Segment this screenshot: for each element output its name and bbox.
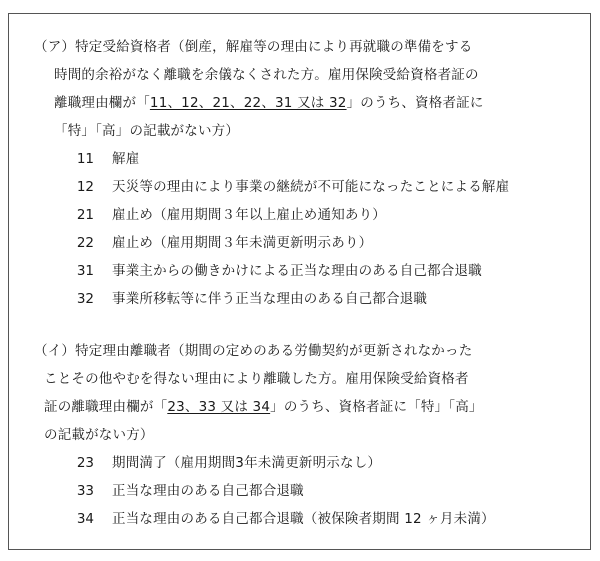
section-a-line3-post: 」のうち、資格者証に bbox=[346, 95, 484, 111]
reason-description: 正当な理由のある自己都合退職 bbox=[112, 483, 304, 499]
reason-description: 事業所移転等に伴う正当な理由のある自己都合退職 bbox=[112, 291, 428, 307]
section-b-reason-codes: 23、33 又は 34 bbox=[167, 399, 271, 415]
reason-description: 雇止め（雇用期間３年以上雇止め通知あり） bbox=[112, 207, 386, 223]
section-b-line2: ことその他やむを得ない理由により離職した方。雇用保険受給資格者 bbox=[44, 371, 469, 387]
reason-code: 21 bbox=[76, 207, 94, 223]
section-a-line3-pre: 離職理由欄が「 bbox=[54, 95, 150, 111]
reason-code: 31 bbox=[76, 263, 94, 279]
reason-description: 事業主からの働きかけによる正当な理由のある自己都合退職 bbox=[112, 263, 482, 279]
section-a-reason-codes: 11、12、21、22、31 又は 32 bbox=[149, 95, 347, 111]
section-a-heading: （ア）特定受給資格者（倒産，解雇等の理由により再就職の準備をする bbox=[34, 39, 473, 55]
reason-code: 12 bbox=[76, 179, 94, 195]
reason-code: 23 bbox=[76, 455, 94, 471]
reason-description: 雇止め（雇用期間３年未満更新明示あり） bbox=[112, 235, 373, 251]
section-b-line3-pre: 証の離職理由欄が「 bbox=[44, 399, 168, 415]
reason-description: 正当な理由のある自己都合退職（被保険者期間 12 ヶ月未満） bbox=[112, 511, 495, 527]
reason-code: 34 bbox=[76, 511, 94, 527]
reason-description: 天災等の理由により事業の継続が不可能になったことによる解雇 bbox=[112, 179, 510, 195]
reason-code: 11 bbox=[76, 151, 94, 167]
section-a-line2: 時間的余裕がなく離職を余儀なくされた方。雇用保険受給資格者証の bbox=[54, 67, 479, 83]
section-b-line3-post: 」のうち、資格者証に「特」「高」 bbox=[270, 399, 483, 415]
reason-description: 解雇 bbox=[112, 151, 140, 167]
section-b-heading: （イ）特定理由離職者（期間の定めのある労働契約が更新されなかった bbox=[34, 343, 473, 359]
reason-code: 32 bbox=[76, 291, 94, 307]
section-a-line3 bbox=[54, 94, 484, 112]
section-b-line4: の記載がない方） bbox=[44, 427, 154, 443]
section-a-line4: 「特」「高」の記載がない方） bbox=[54, 123, 240, 139]
reason-code: 22 bbox=[76, 235, 94, 251]
section-b-line3 bbox=[44, 398, 483, 416]
reason-description: 期間満了（雇用期間3年未満更新明示なし） bbox=[112, 455, 382, 471]
reason-code: 33 bbox=[76, 483, 94, 499]
